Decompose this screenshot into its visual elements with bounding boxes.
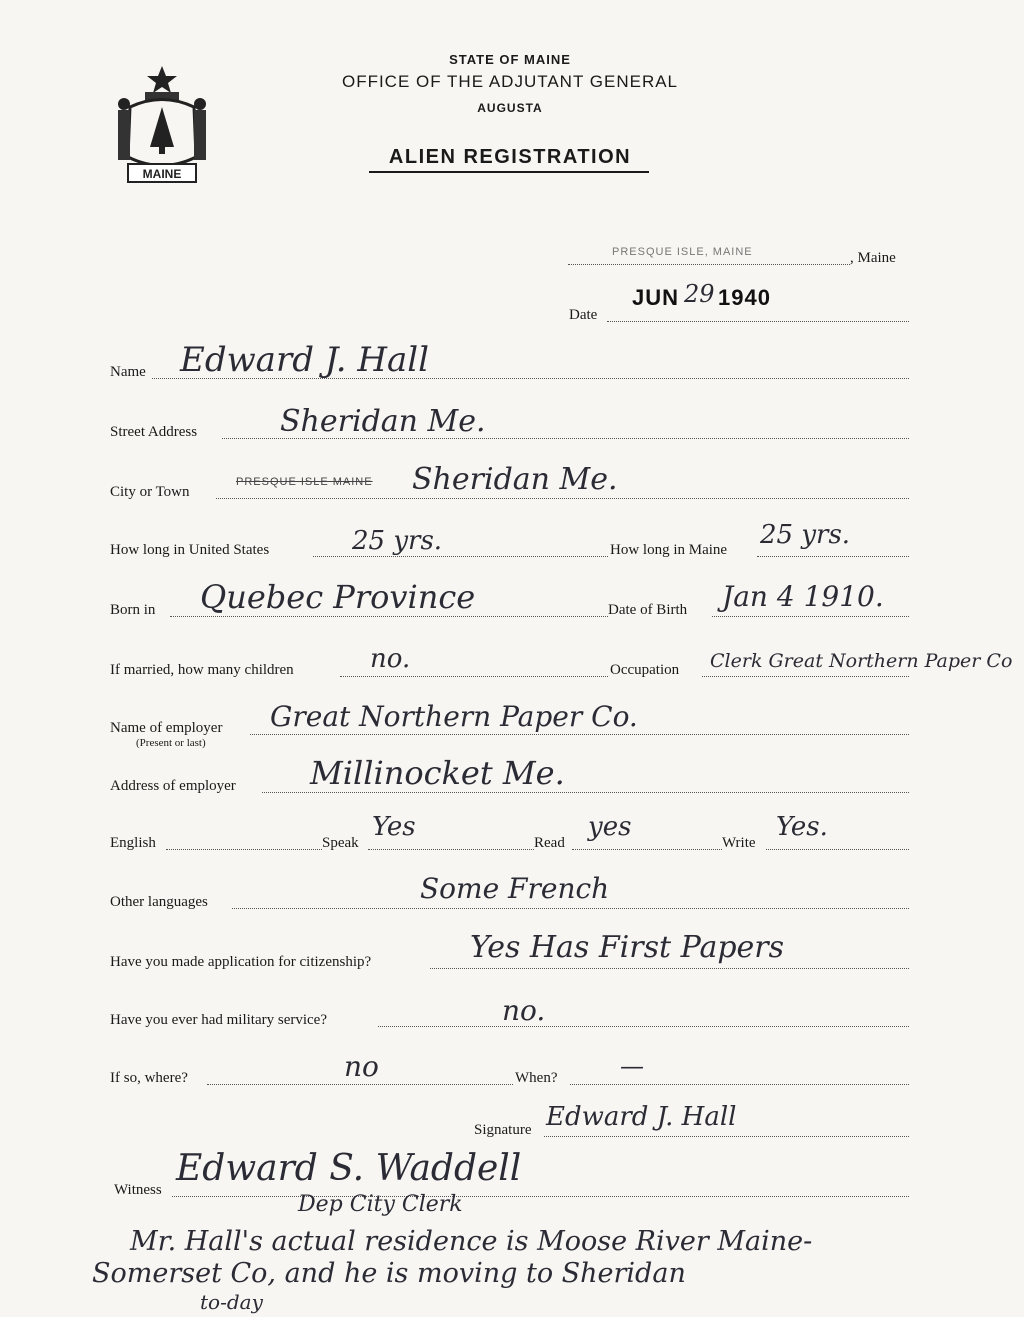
employer-line bbox=[250, 734, 909, 735]
employer-label: Name of employer bbox=[110, 720, 223, 736]
employer-address-label: Address of employer bbox=[110, 778, 236, 794]
seal-banner-text: MAINE bbox=[142, 167, 182, 181]
write-line bbox=[766, 849, 909, 850]
date-stamp-year: 1940 bbox=[718, 285, 771, 310]
street-address-label: Street Address bbox=[110, 424, 198, 440]
name-value: Edward J. Hall bbox=[180, 340, 430, 380]
city-stamp-crossed: PRESQUE ISLE MAINE bbox=[236, 476, 373, 488]
citizenship-label: Have you made application for citizenship? bbox=[110, 954, 372, 970]
date-of-birth-line bbox=[712, 616, 909, 617]
other-languages-label: Other languages bbox=[110, 894, 208, 910]
note-line-1: Mr. Hall's actual residence is Moose River Maine- bbox=[130, 1226, 813, 1257]
maine-state-seal bbox=[110, 62, 215, 190]
date-handwritten-day: 29 bbox=[684, 280, 715, 308]
signature-label: Signature bbox=[474, 1122, 532, 1138]
title-underline bbox=[369, 171, 649, 173]
born-in-line bbox=[170, 616, 608, 617]
how-long-maine-label: How long in Maine bbox=[610, 542, 728, 558]
employer-address-value: Millinocket Me. bbox=[310, 754, 565, 792]
military-label: Have you ever had military service? bbox=[110, 1012, 327, 1028]
city-or-town-line bbox=[216, 498, 909, 499]
city-or-town-value: Sheridan Me. bbox=[412, 462, 618, 497]
signature-value: Edward J. Hall bbox=[546, 1102, 737, 1132]
read-line bbox=[572, 849, 722, 850]
how-long-us-value: 25 yrs. bbox=[352, 526, 443, 556]
english-line bbox=[166, 849, 322, 850]
employer-sublabel: (Present or last) bbox=[136, 737, 206, 749]
english-label: English bbox=[110, 835, 156, 851]
form-title: ALIEN REGISTRATION bbox=[388, 146, 632, 168]
place-line bbox=[568, 264, 850, 265]
born-in-label: Born in bbox=[110, 602, 156, 618]
other-languages-value: Some French bbox=[420, 872, 610, 905]
name-label: Name bbox=[110, 364, 146, 380]
employer-value: Great Northern Paper Co. bbox=[270, 700, 638, 733]
occupation-label: Occupation bbox=[610, 662, 680, 678]
place-suffix: , Maine bbox=[850, 250, 896, 266]
citizenship-line bbox=[430, 968, 909, 969]
how-long-us-label: How long in United States bbox=[110, 542, 270, 558]
where-line bbox=[207, 1084, 513, 1085]
occupation-value: Clerk Great Northern Paper Co bbox=[710, 650, 1013, 672]
witness-value: Edward S. Waddell bbox=[176, 1148, 522, 1189]
citizenship-value: Yes Has First Papers bbox=[470, 930, 785, 965]
occupation-line bbox=[702, 676, 909, 677]
where-value: no bbox=[344, 1050, 379, 1083]
born-in-value: Quebec Province bbox=[200, 578, 476, 616]
write-value: Yes. bbox=[776, 812, 828, 842]
speak-value: Yes bbox=[372, 812, 416, 842]
date-line bbox=[607, 321, 909, 322]
military-value: no. bbox=[502, 994, 546, 1027]
how-long-maine-line bbox=[757, 556, 909, 557]
signature-line bbox=[544, 1136, 909, 1137]
place-stamp: PRESQUE ISLE, MAINE bbox=[612, 246, 753, 258]
city-or-town-label: City or Town bbox=[110, 484, 190, 500]
when-line bbox=[570, 1084, 909, 1085]
children-line bbox=[340, 676, 608, 677]
header-office: OFFICE OF THE ADJUTANT GENERAL bbox=[341, 72, 679, 91]
date-label: Date bbox=[569, 307, 598, 323]
date-stamp-month: JUN bbox=[632, 285, 680, 310]
employer-address-line bbox=[262, 792, 909, 793]
witness-title: Dep City Clerk bbox=[298, 1192, 463, 1217]
date-of-birth-value: Jan 4 1910. bbox=[722, 580, 884, 613]
when-label: When? bbox=[515, 1070, 558, 1086]
children-value: no. bbox=[370, 644, 411, 674]
children-label: If married, how many children bbox=[110, 662, 294, 678]
read-value: yes bbox=[588, 812, 632, 842]
write-label: Write bbox=[722, 835, 756, 851]
date-of-birth-label: Date of Birth bbox=[608, 602, 688, 618]
witness-line bbox=[172, 1196, 909, 1197]
how-long-maine-value: 25 yrs. bbox=[760, 520, 851, 550]
other-languages-line bbox=[232, 908, 909, 909]
note-line-2: Somerset Co, and he is moving to Sheridan bbox=[92, 1258, 686, 1289]
header-state: STATE OF MAINE bbox=[449, 52, 571, 67]
speak-line bbox=[368, 849, 534, 850]
header-city: AUGUSTA bbox=[477, 101, 543, 115]
note-line-3: to-day bbox=[200, 1290, 263, 1314]
read-label: Read bbox=[534, 835, 565, 851]
how-long-us-line bbox=[313, 556, 608, 557]
when-value: — bbox=[620, 1052, 644, 1080]
street-address-value: Sheridan Me. bbox=[280, 404, 486, 439]
speak-label: Speak bbox=[322, 835, 359, 851]
witness-label: Witness bbox=[114, 1182, 162, 1198]
military-line bbox=[378, 1026, 909, 1027]
where-label: If so, where? bbox=[110, 1070, 188, 1086]
